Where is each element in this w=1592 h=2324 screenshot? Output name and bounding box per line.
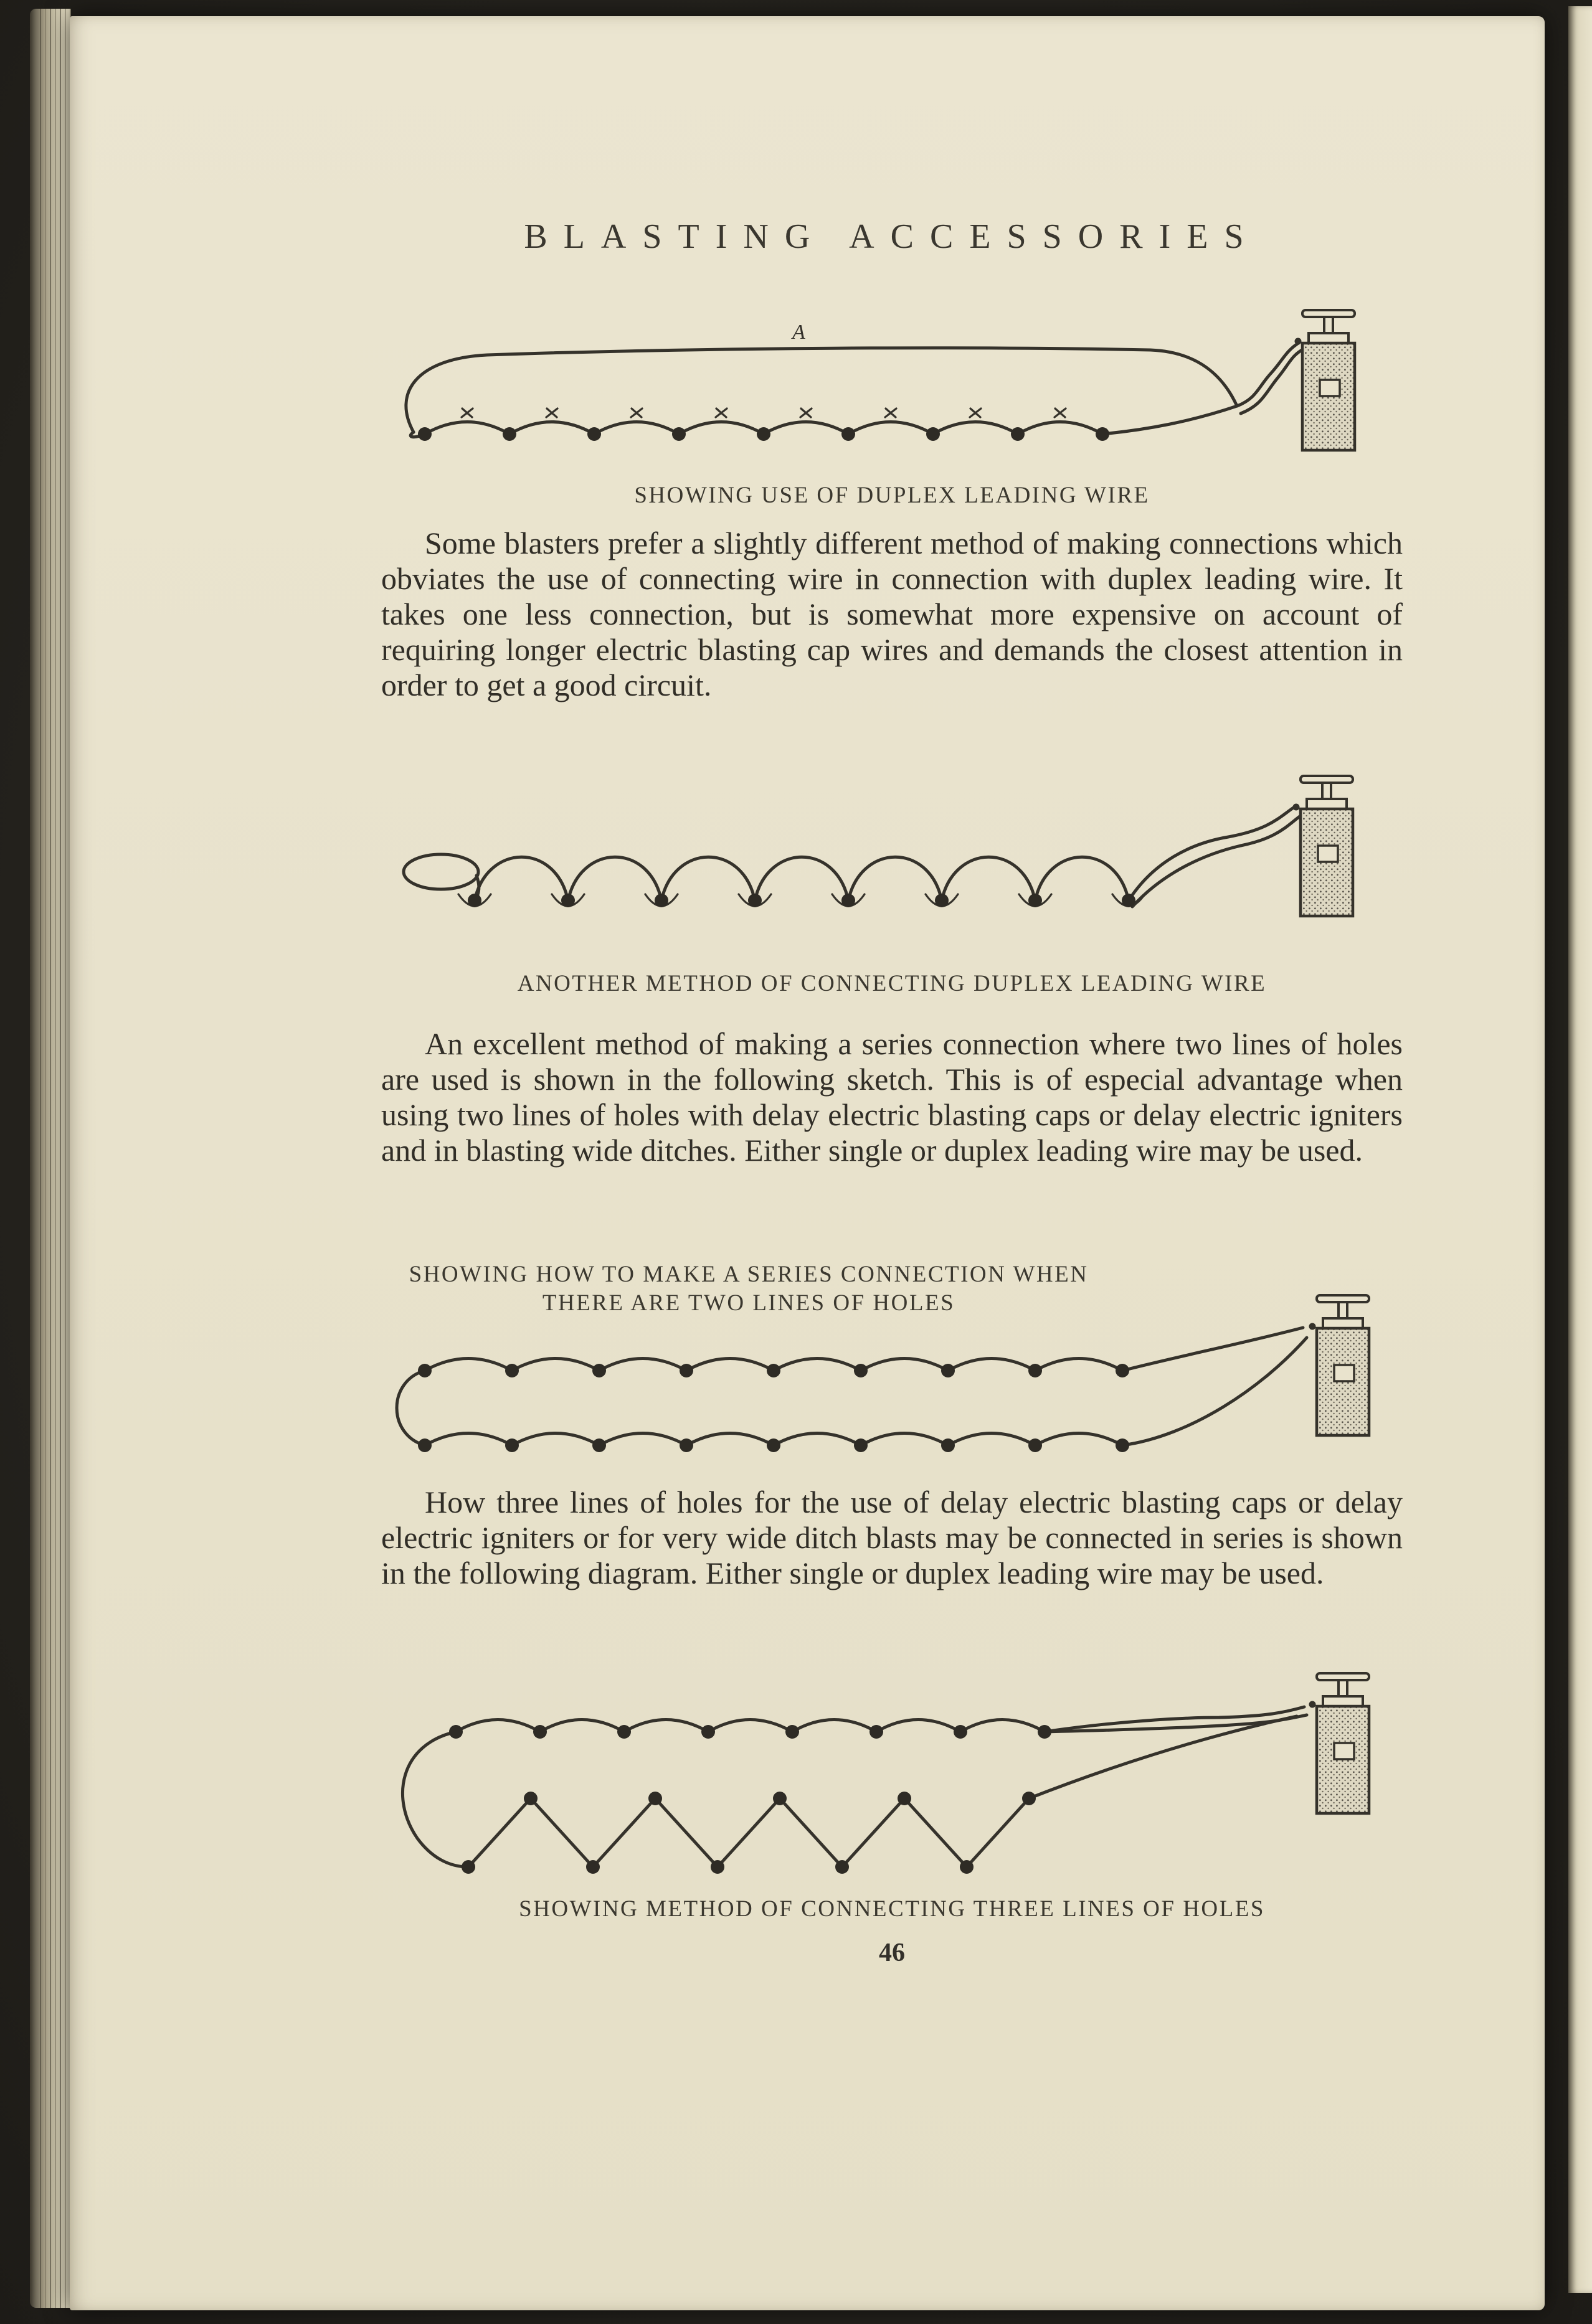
book-page — [70, 16, 1545, 2310]
wire-twist-ticks — [462, 409, 1066, 417]
figure-three-lines — [381, 1660, 1415, 1903]
top-row-wire — [425, 1328, 1303, 1371]
diagram-looped-duplex-wire — [381, 768, 1415, 961]
blast-hole-dots-top — [449, 1725, 1051, 1739]
adjacent-page-edge — [1568, 6, 1592, 2293]
paragraph-3: How three lines of holes for the use of delay electric blasting caps or delay electric igniters or for very wide ditch blasts may be connected in series is shown in the following diagram. Either single or duplex leading wire may be used. — [381, 1485, 1403, 1590]
left-end-loop — [404, 854, 478, 889]
paragraph-2: An excellent method of making a series connection where two lines of holes are used is shown in the following sketch. This is of especial advantage when using two lines of holes with delay electric blasting caps or delay electric igniters and in blasting wide ditches. Either single or duplex leading wire may be used. — [381, 1026, 1403, 1168]
zigzag-wire — [468, 1716, 1297, 1867]
left-return-wire — [397, 1371, 425, 1445]
caption-figure-2: ANOTHER METHOD OF CONNECTING DUPLEX LEADING WIRE — [517, 971, 1267, 996]
cap-wire-scallops — [410, 406, 1237, 437]
figure-looped-duplex-wire — [381, 768, 1415, 961]
caption-figure-3: SHOWING HOW TO MAKE A SERIES CONNECTION WHEN THERE ARE TWO LINES OF HOLES — [409, 1262, 1089, 1316]
blasting-machine-icon — [1309, 1295, 1370, 1435]
left-return-wire — [402, 1732, 468, 1867]
paragraph-1: Some blasters prefer a slightly different method of making connections which obviates the use of connecting wire in connection with duplex leading wire. It takes one less connection, but is somewhat more expensive on account of requiring longer electric blasting cap wires and demands the closest attention in order to get a good circuit. — [381, 526, 1403, 702]
diagram-three-lines — [381, 1660, 1415, 1903]
blasting-machine-icon — [1293, 776, 1353, 916]
blast-hole-dots — [468, 894, 1135, 907]
bottom-row-wire — [425, 1338, 1307, 1445]
looping-wire — [475, 857, 1129, 900]
blasting-machine-icon — [1309, 1673, 1370, 1813]
diagram-duplex-leading-wire — [381, 294, 1415, 493]
figure-duplex-leading-wire — [381, 294, 1415, 493]
book-page-edges — [30, 9, 71, 2308]
blast-hole-dots-bottom — [462, 1860, 974, 1874]
blast-hole-dots-middle — [524, 1792, 1036, 1805]
leading-wire-top-arc — [406, 348, 1237, 432]
figure-label-a: A — [792, 321, 805, 344]
blasting-machine-icon — [1295, 310, 1355, 450]
diagram-series-two-lines — [375, 1287, 1409, 1498]
caption-figure-1: SHOWING USE OF DUPLEX LEADING WIRE — [634, 483, 1150, 508]
caption-figure-4: SHOWING METHOD OF CONNECTING THREE LINES OF HOLES — [519, 1896, 1265, 1922]
page-number: 46 — [879, 1939, 905, 1967]
duplex-lead-to-machine — [1129, 807, 1301, 907]
duplex-lead-to-machine — [1237, 342, 1304, 413]
figure-series-two-lines — [375, 1287, 1409, 1498]
page-title: BLASTING ACCESSORIES — [524, 217, 1260, 256]
